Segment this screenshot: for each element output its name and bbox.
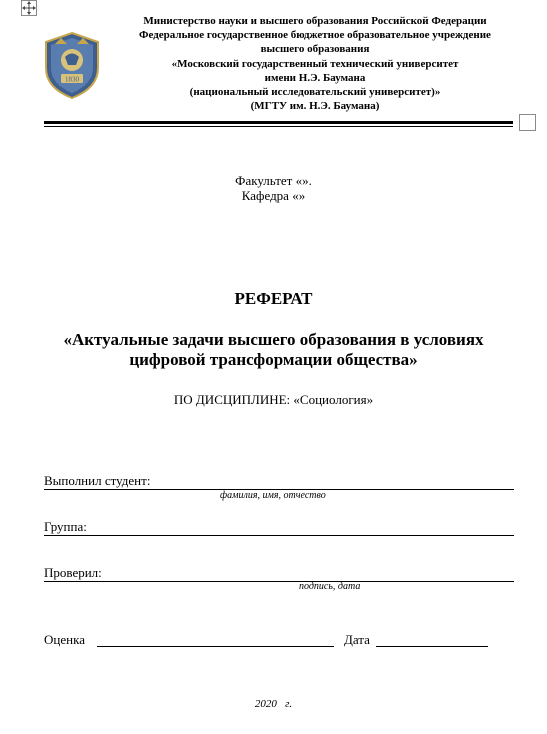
grade-label: Оценка bbox=[44, 632, 85, 647]
header-line: имени Н.Э. Баумана bbox=[264, 71, 366, 84]
institution-header bbox=[113, 14, 517, 113]
header-line: Федеральное государственное бюджетное образовательное учреждение bbox=[139, 29, 491, 42]
subject-title-line: «Актуальные задачи высшего образования в условиях bbox=[63, 330, 484, 349]
checked-by-hint: подпись, дата bbox=[299, 581, 361, 592]
checked-by-label: Проверил: bbox=[44, 565, 102, 580]
group-field[interactable] bbox=[44, 519, 514, 536]
header-line: «Московский государственный технический университет bbox=[171, 57, 459, 70]
department-line: Кафедра «» bbox=[241, 188, 306, 203]
performed-by-label: Выполнил студент: bbox=[44, 473, 151, 488]
subject-title bbox=[0, 330, 547, 370]
discipline-line: ПО ДИСЦИПЛИНЕ: «Социология» bbox=[173, 392, 374, 407]
performed-by-field[interactable] bbox=[44, 473, 514, 490]
move-arrows-icon bbox=[22, 1, 36, 15]
year-line bbox=[0, 698, 547, 710]
table-resize-handle[interactable] bbox=[519, 114, 536, 131]
document-type-title: РЕФЕРАТ bbox=[234, 289, 313, 308]
header-line: (национальный исследовательский университет)» bbox=[189, 86, 441, 99]
table-move-handle[interactable] bbox=[21, 0, 37, 16]
header-divider-thin bbox=[44, 126, 513, 127]
group-label: Группа: bbox=[44, 519, 87, 534]
header-line: (МГТУ им. Н.Э. Баумана) bbox=[250, 100, 380, 113]
year-suffix: г. bbox=[285, 698, 293, 710]
date-field[interactable] bbox=[376, 632, 488, 647]
faculty-block bbox=[0, 173, 547, 203]
header-line: высшего образования bbox=[260, 43, 370, 56]
subject-title-line: цифровой трансформации общества» bbox=[129, 350, 418, 369]
emblem-year: 1830 bbox=[65, 75, 79, 84]
year-value: 2020 bbox=[254, 698, 277, 710]
performed-by-hint: фамилия, имя, отчество bbox=[220, 490, 326, 501]
university-emblem-icon bbox=[41, 30, 103, 100]
faculty-line: Факультет «». bbox=[235, 173, 312, 188]
grade-field[interactable] bbox=[97, 632, 334, 647]
date-label: Дата bbox=[344, 632, 370, 647]
header-line: Министерство науки и высшего образования Российской Федерации bbox=[143, 15, 487, 27]
checked-by-field[interactable] bbox=[44, 565, 514, 582]
header-divider-thick bbox=[44, 121, 513, 124]
